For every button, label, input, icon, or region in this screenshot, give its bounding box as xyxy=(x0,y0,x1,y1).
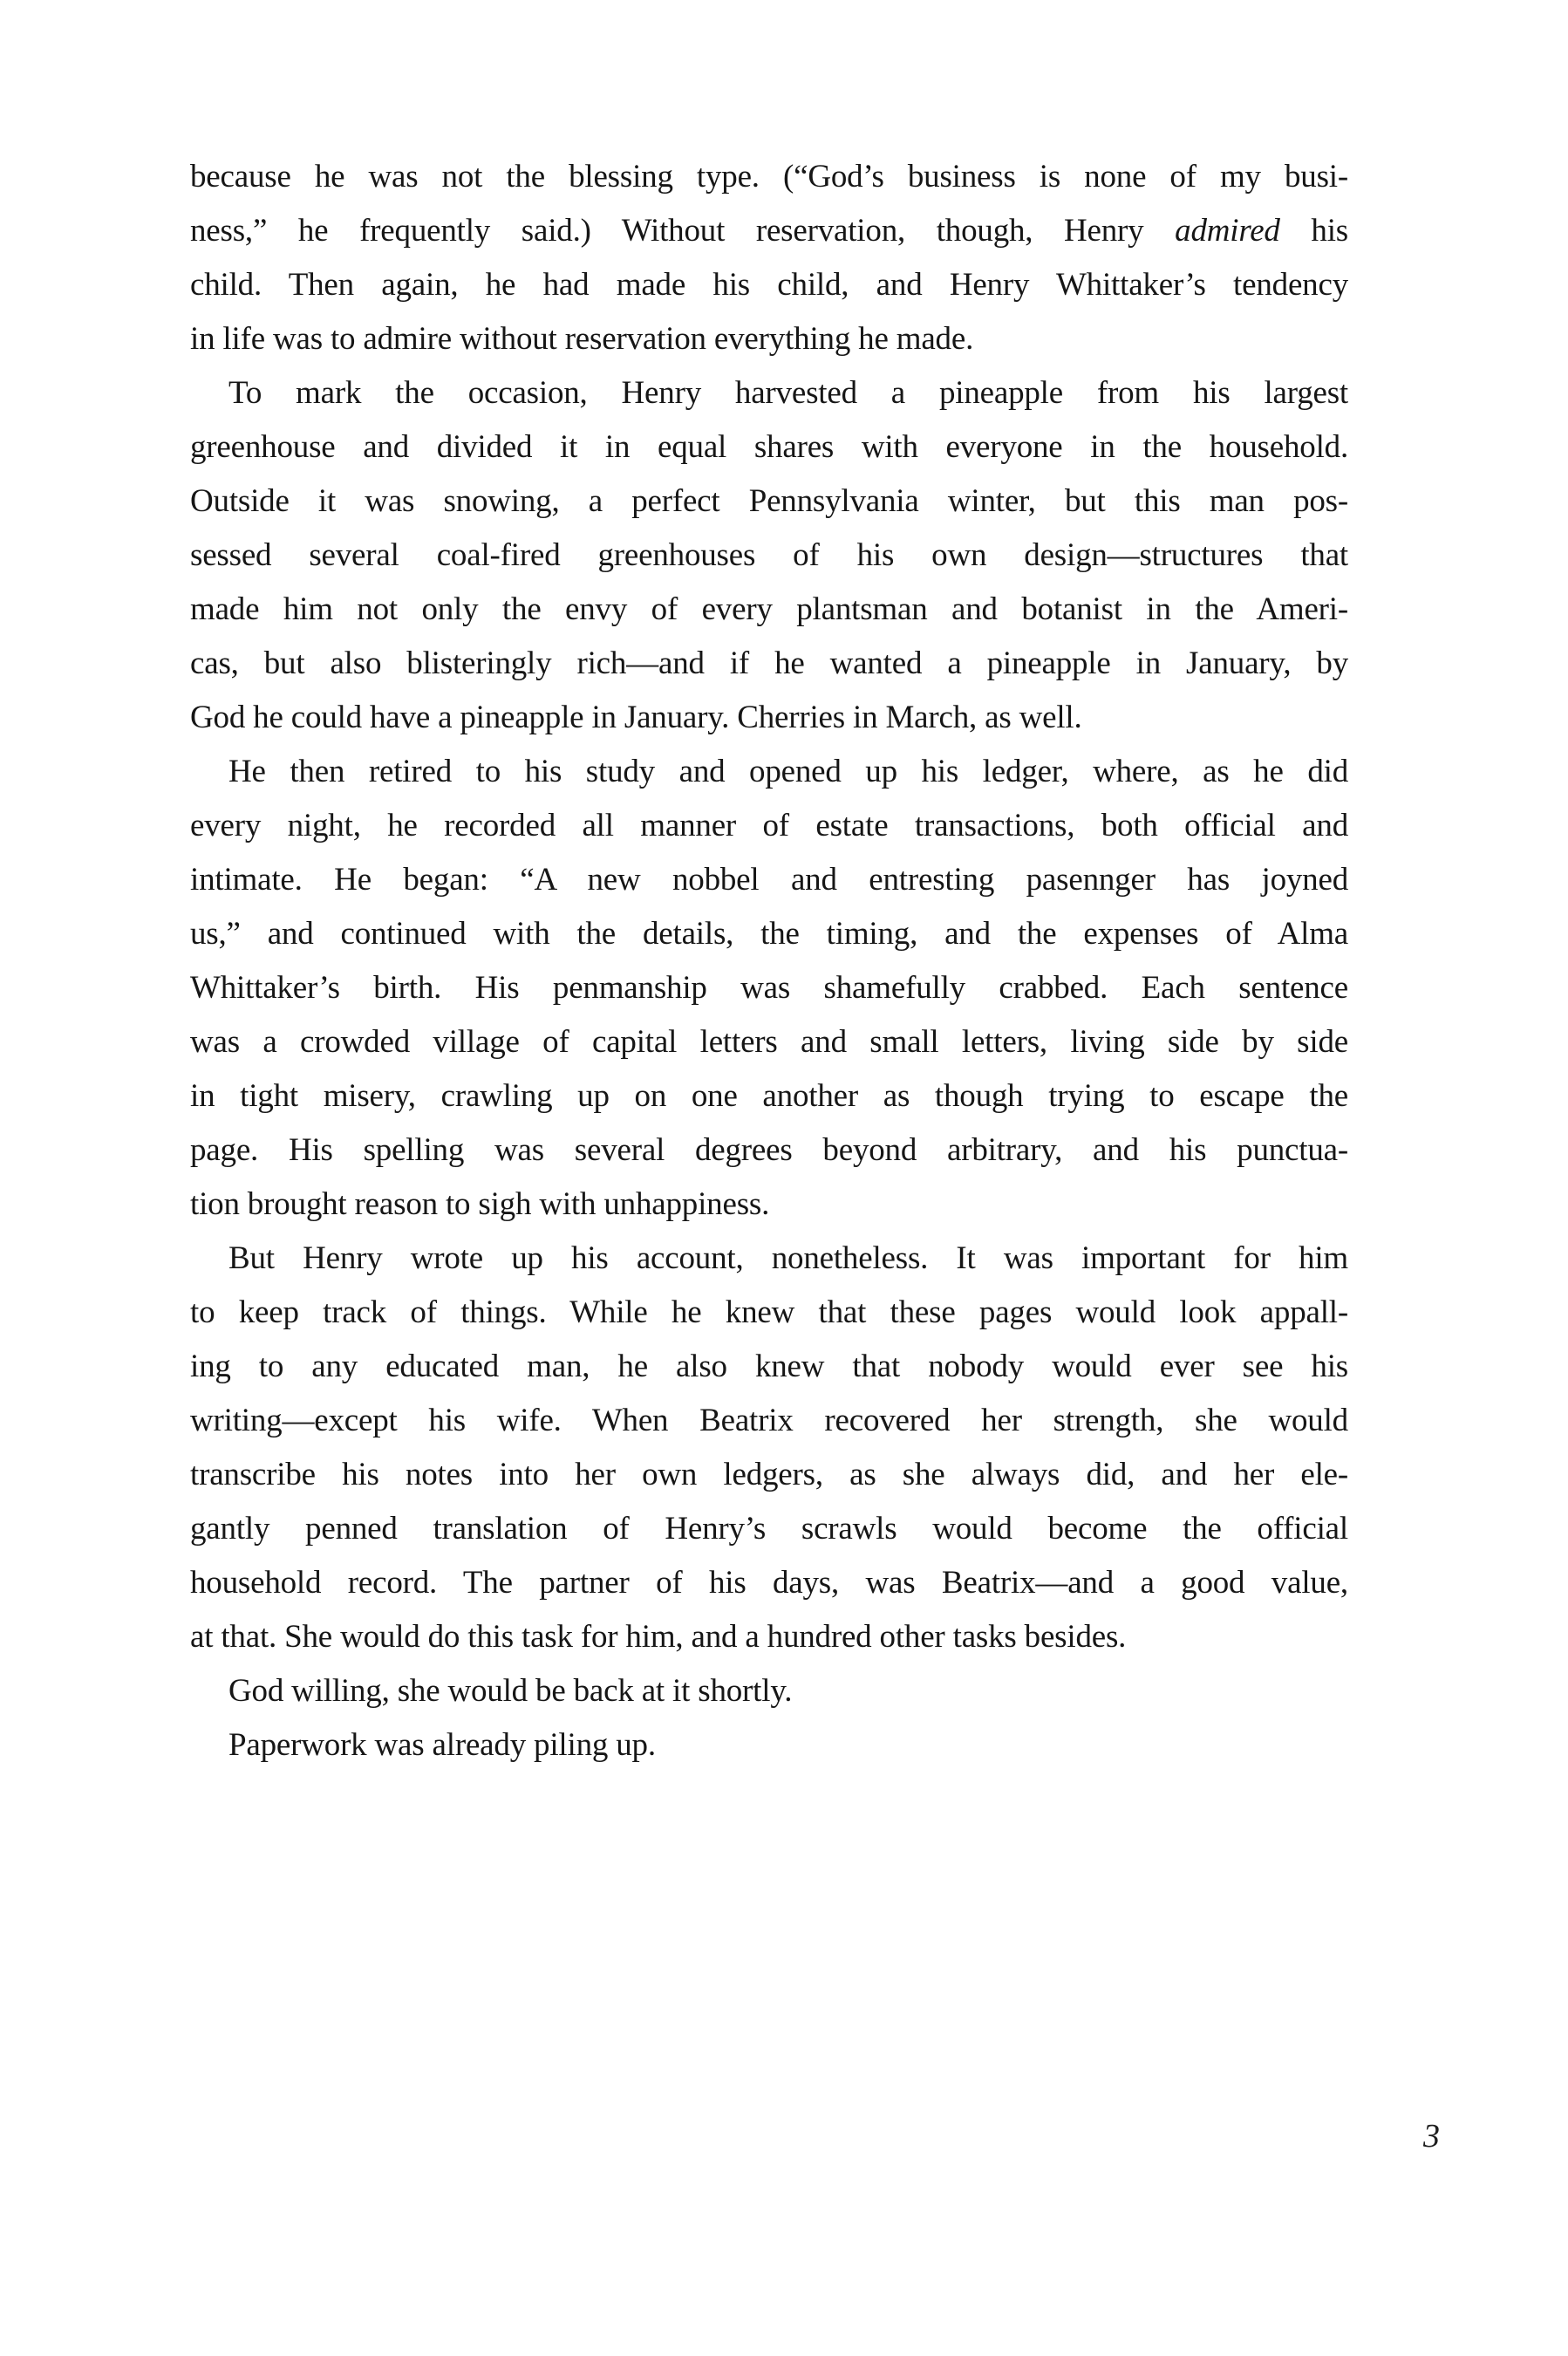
text-line: every night, he recorded all manner of estate transactions, both official and xyxy=(190,808,1348,843)
text-line: tion brought reason to sigh with unhappiness. xyxy=(190,1186,770,1222)
text-line: Paperwork was already piling up. xyxy=(228,1727,656,1763)
text-line: But Henry wrote up his account, nonetheless. It was important for him xyxy=(228,1240,1348,1276)
text-line: God he could have a pineapple in January. Cherries in March, as well. xyxy=(190,700,1082,735)
text-line: us,” and continued with the details, the timing, and the expenses of Alma xyxy=(190,916,1348,952)
text-line: writing—except his wife. When Beatrix recovered her strength, she would xyxy=(190,1403,1348,1438)
text-line: sessed several coal-fired greenhouses of his own design—structures that xyxy=(190,537,1348,573)
text-line: ing to any educated man, he also knew that nobody would ever see his xyxy=(190,1349,1348,1384)
text-line: page. His spelling was several degrees beyond arbitrary, and his punctua- xyxy=(190,1132,1348,1168)
text-line: Outside it was snowing, a perfect Pennsylvania winter, but this man pos- xyxy=(190,483,1348,519)
paragraph xyxy=(190,1664,1348,1718)
text-line: He then retired to his study and opened up his ledger, where, as he did xyxy=(228,754,1348,789)
text-line: transcribe his notes into her own ledgers, as she always did, and her ele- xyxy=(190,1457,1348,1492)
paragraph xyxy=(190,745,1348,1232)
italic-text: admired xyxy=(1175,213,1280,249)
body-text xyxy=(190,150,1348,1772)
paragraph xyxy=(190,1718,1348,1772)
text-line: at that. She would do this task for him, and a hundred other tasks besides. xyxy=(190,1619,1127,1655)
text-line: household record. The partner of his days, was Beatrix—and a good value, xyxy=(190,1565,1348,1601)
text-line: child. Then again, he had made his child, and Henry Whittaker’s tendency xyxy=(190,267,1348,303)
text-line: because he was not the blessing type. (“God’s business is none of my busi- xyxy=(190,159,1348,195)
text-line: ness,” he frequently said.) Without reservation, though, Henry admired his xyxy=(190,213,1348,249)
text-line: To mark the occasion, Henry harvested a pineapple from his largest xyxy=(228,375,1348,411)
paragraph xyxy=(190,150,1348,366)
text-line: Whittaker’s birth. His penmanship was shamefully crabbed. Each sentence xyxy=(190,970,1348,1006)
text-line: gantly penned translation of Henry’s scrawls would become the official xyxy=(190,1511,1348,1547)
paragraph xyxy=(190,1232,1348,1664)
paragraph xyxy=(190,366,1348,745)
text-line: made him not only the envy of every plantsman and botanist in the Ameri- xyxy=(190,591,1348,627)
page-number: 3 xyxy=(1423,2118,1440,2155)
text-line: intimate. He began: “A new nobbel and entresting pasennger has joyned xyxy=(190,862,1348,898)
text-line: God willing, she would be back at it shortly. xyxy=(228,1673,793,1709)
text-line: cas, but also blisteringly rich—and if he wanted a pineapple in January, by xyxy=(190,645,1348,681)
text-line: was a crowded village of capital letters and small letters, living side by side xyxy=(190,1024,1348,1060)
text-line: in life was to admire without reservation everything he made. xyxy=(190,321,974,357)
text-line: greenhouse and divided it in equal shares with everyone in the household. xyxy=(190,429,1348,465)
text-line: in tight misery, crawling up on one another as though trying to escape the xyxy=(190,1078,1348,1114)
text-line: to keep track of things. While he knew that these pages would look appall- xyxy=(190,1294,1348,1330)
